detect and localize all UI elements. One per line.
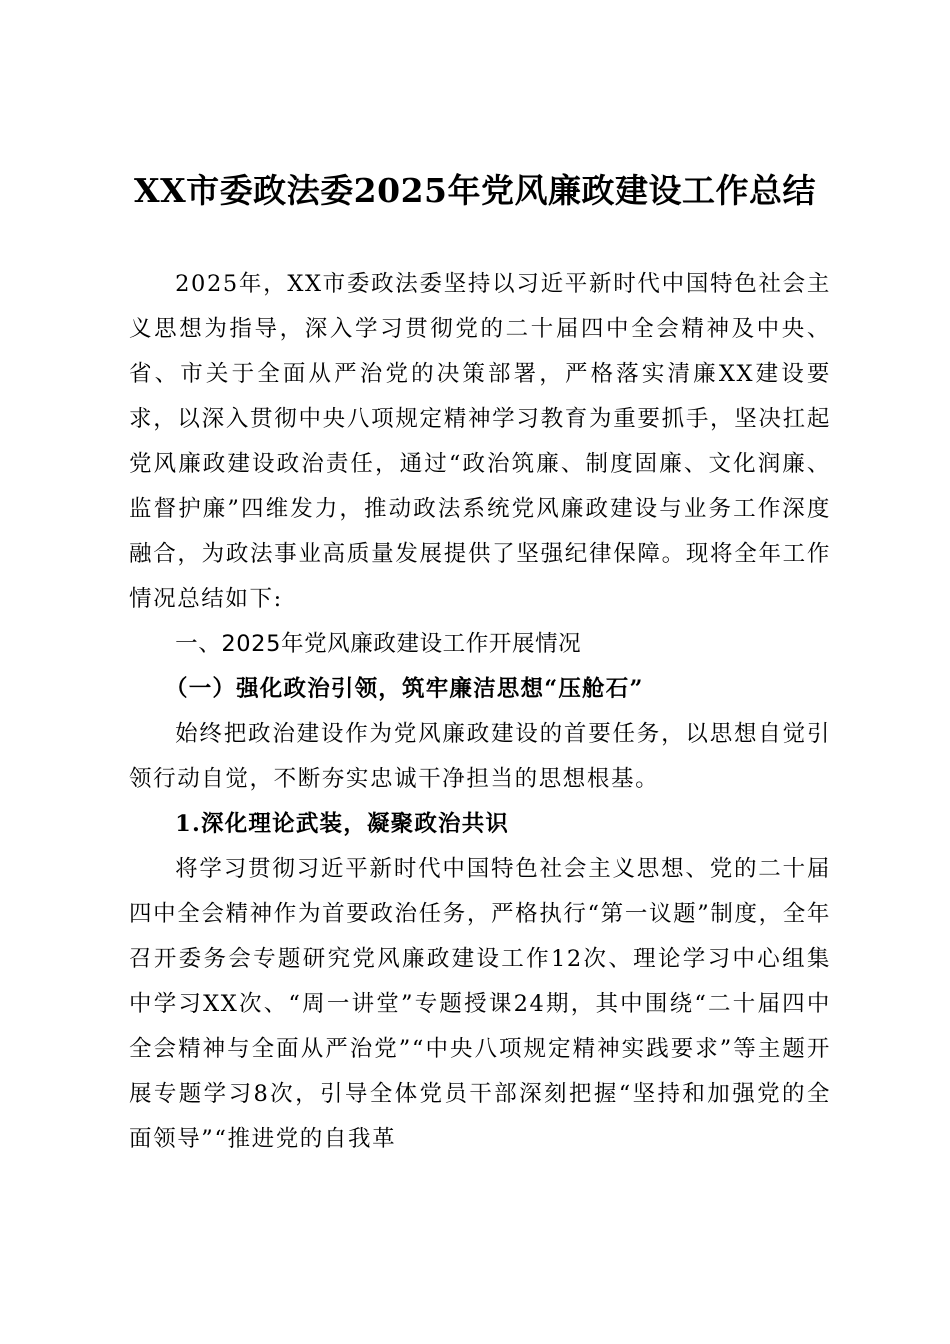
document-body — [129, 262, 831, 1162]
item-1-paragraph: 将学习贯彻习近平新时代中国特色社会主义思想、党的二十届四中全会精神作为首要政治任务，严格执行“第一议题”制度，全年召开委务会专题研究党风廉政建设工作12次、理论学习中心组集中学习XX次、“周一讲堂”专题授课24期，其中围绕“二十届四中全会精神与全面从严治党”“中央八项规定精神实践要求”等主题开展专题学习8次，引导全体党员干部深刻把握“坚持和加强党的全面领导”“推进党的自我革 — [129, 856, 831, 1152]
intro-paragraph: 2025年，XX市委政法委坚持以习近平新时代中国特色社会主义思想为指导，深入学习贯彻党的二十届四中全会精神及中央、省、市关于全面从严治党的决策部署，严格落实清廉XX建设要求，以深入贯彻中央八项规定精神学习教育为重要抓手，坚决扛起党风廉政建设政治责任，通过“政治筑廉、制度固廉、文化润廉、监督护廉”四维发力，推动政法系统党风廉政建设与业务工作深度融合，为政法事业高质量发展提供了坚强纪律保障。现将全年工作情况总结如下: — [129, 271, 831, 612]
item-heading-1: 1.深化理论武装，凝聚政治共识 — [175, 811, 510, 837]
subsection-1-paragraph: 始终把政治建设作为党风廉政建设的首要任务，以思想自觉引领行动自觉，不断夯实忠诚干净担当的思想根基。 — [129, 721, 831, 792]
section-heading-1: 一、2025年党风廉政建设工作开展情况 — [175, 631, 582, 657]
subsection-heading-1: （一）强化政治引领，筑牢廉洁思想“压舱石” — [165, 676, 644, 702]
document-title: XX市委政法委2025年党风廉政建设工作总结 — [133, 171, 817, 210]
